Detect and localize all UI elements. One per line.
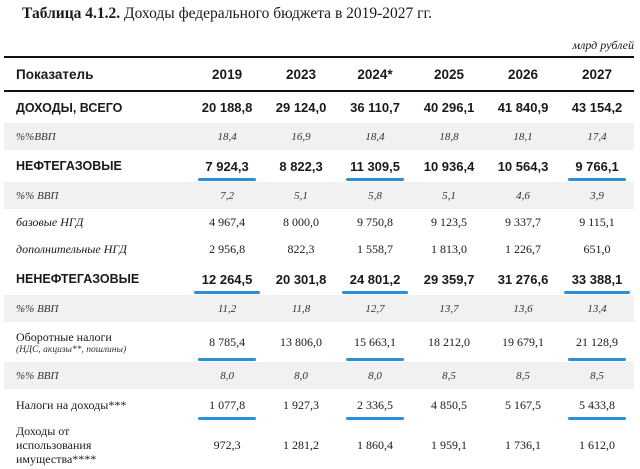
cell-2025: 10 936,4 <box>423 158 475 174</box>
cell-2023: 1 281,2 <box>283 437 320 452</box>
cell-2025: 18,8 <box>439 130 459 143</box>
cell-2023: 13 806,0 <box>280 334 323 349</box>
cell-2019: 11,2 <box>217 302 237 315</box>
table-number: Таблица 4.1.2. <box>22 5 121 22</box>
cell-2025: 18 212,0 <box>428 334 471 349</box>
cell-2019: 2 956,8 <box>209 242 246 256</box>
cell-2025: 4 850,5 <box>431 397 468 412</box>
cell-2025: 29 359,7 <box>423 271 475 287</box>
table-row <box>4 182 634 209</box>
row-label: НЕНЕФТЕГАЗОВЫЕ <box>16 272 140 286</box>
cell-2024: 12,7 <box>365 302 385 315</box>
cell-2025: 8,5 <box>442 369 456 382</box>
cell-2019: 7 924,3 <box>190 150 264 182</box>
row-label-line: Доходы от <box>16 424 70 438</box>
cell-2026: 1 736,1 <box>505 437 541 452</box>
table-title <box>22 5 432 23</box>
row-label: %%ВВП <box>16 130 56 143</box>
cell-2024: 24 801,2 <box>338 263 412 295</box>
cell-2023: 8 822,3 <box>279 158 323 174</box>
cell-2027: 33 388,1 <box>560 263 634 295</box>
cell-2023: 1 927,3 <box>283 397 320 412</box>
table-row <box>4 421 634 469</box>
header-2023: 2023 <box>264 57 338 91</box>
cell-2019: 18,4 <box>217 130 237 143</box>
cell-2025: 9 123,5 <box>431 215 468 229</box>
cell-2026: 1 226,7 <box>505 242 541 256</box>
cell-2025: 1 813,0 <box>431 242 468 256</box>
cell-2023: 16,9 <box>291 130 311 143</box>
cell-2026: 9 337,7 <box>505 215 541 229</box>
cell-2023: 5,1 <box>294 189 308 202</box>
table-row <box>4 209 634 236</box>
row-label: Налоги на доходы*** <box>16 397 127 412</box>
cell-2027: 651,0 <box>583 242 611 256</box>
row-label <box>4 421 190 469</box>
cell-2027: 9 766,1 <box>560 150 634 182</box>
cell-2027: 13,4 <box>587 302 607 315</box>
cell-2023: 8,0 <box>294 369 308 382</box>
header-2019: 2019 <box>190 57 264 91</box>
cell-2023: 20 301,8 <box>275 271 327 287</box>
cell-2025: 1 959,1 <box>431 437 468 452</box>
cell-2019: 1 077,8 <box>190 389 264 421</box>
cell-2024: 15 663,1 <box>338 322 412 362</box>
revenue-table <box>4 56 634 469</box>
table-row <box>4 263 634 295</box>
cell-2027: 5 433,8 <box>560 389 634 421</box>
row-label: %% ВВП <box>16 302 59 315</box>
cell-2024: 11 309,5 <box>338 150 412 182</box>
cell-2019: 8 785,4 <box>190 322 264 362</box>
table-row <box>4 322 634 362</box>
table-row <box>4 91 634 123</box>
cell-2024: 9 750,8 <box>357 215 394 229</box>
cell-2019: 972,3 <box>213 437 241 452</box>
cell-2024: 5,8 <box>368 189 382 202</box>
cell-2025: 5,1 <box>442 189 456 202</box>
cell-2023: 29 124,0 <box>275 100 327 115</box>
cell-2026: 4,6 <box>516 189 530 202</box>
cell-2027: 43 154,2 <box>571 100 623 115</box>
table-row <box>4 389 634 421</box>
cell-2027: 9 115,1 <box>579 215 615 229</box>
cell-2026: 41 840,9 <box>497 100 549 115</box>
cell-2026: 13,6 <box>513 302 533 315</box>
cell-2026: 19 679,1 <box>502 334 544 349</box>
header-2024: 2024* <box>338 57 412 91</box>
table-caption: Доходы федерального бюджета в 2019-2027 гг. <box>120 5 433 22</box>
cell-2019: 20 188,8 <box>201 100 253 115</box>
cell-2024: 1 860,4 <box>357 437 394 452</box>
units-label: млрд рублей <box>572 38 634 52</box>
cell-2027: 21 128,9 <box>560 322 634 362</box>
row-label: НЕФТЕГАЗОВЫЕ <box>16 159 122 173</box>
header-2026: 2026 <box>486 57 560 91</box>
table-row <box>4 362 634 389</box>
row-label-main: Оборотные налоги <box>16 329 112 344</box>
cell-2026: 10 564,3 <box>497 158 549 174</box>
cell-2027: 8,5 <box>590 369 604 382</box>
row-label: ДОХОДЫ, ВСЕГО <box>16 100 123 115</box>
cell-2023: 11,8 <box>291 302 311 315</box>
row-label: %% ВВП <box>16 189 59 202</box>
cell-2023: 822,3 <box>287 242 315 256</box>
cell-2024: 2 336,5 <box>338 389 412 421</box>
cell-2023: 8 000,0 <box>283 215 320 229</box>
table-row <box>4 150 634 182</box>
cell-2024: 1 558,7 <box>357 242 394 256</box>
header-row <box>4 57 634 91</box>
row-label-line: имущества**** <box>16 452 97 466</box>
cell-2019: 4 967,4 <box>209 215 246 229</box>
row-label: дополнительные НГД <box>16 242 127 256</box>
row-label: %% ВВП <box>16 369 59 382</box>
cell-2019: 12 264,5 <box>190 263 264 295</box>
table-row <box>4 236 634 263</box>
cell-2025: 13,7 <box>439 302 459 315</box>
table-row <box>4 123 634 150</box>
row-label-line: использования <box>16 438 92 452</box>
cell-2027: 1 612,0 <box>579 437 615 452</box>
cell-2025: 40 296,1 <box>423 100 475 115</box>
cell-2019: 7,2 <box>220 189 234 202</box>
cell-2024: 18,4 <box>365 130 385 143</box>
cell-2019: 8,0 <box>220 369 234 382</box>
cell-2026: 18,1 <box>513 130 533 143</box>
cell-2026: 8,5 <box>516 369 530 382</box>
row-label-note: (НДС, акцизы**, пошлины) <box>16 344 127 355</box>
cell-2024: 36 110,7 <box>350 100 400 115</box>
cell-2026: 31 276,6 <box>497 271 549 287</box>
header-2027: 2027 <box>560 57 634 91</box>
cell-2027: 3,9 <box>590 189 604 202</box>
table-row <box>4 295 634 322</box>
row-label: базовые НГД <box>16 215 84 229</box>
row-label <box>4 322 190 362</box>
cell-2027: 17,4 <box>587 130 607 143</box>
header-2025: 2025 <box>412 57 486 91</box>
cell-2024: 8,0 <box>368 369 382 382</box>
cell-2026: 5 167,5 <box>505 397 541 412</box>
header-indicator: Показатель <box>4 57 190 91</box>
